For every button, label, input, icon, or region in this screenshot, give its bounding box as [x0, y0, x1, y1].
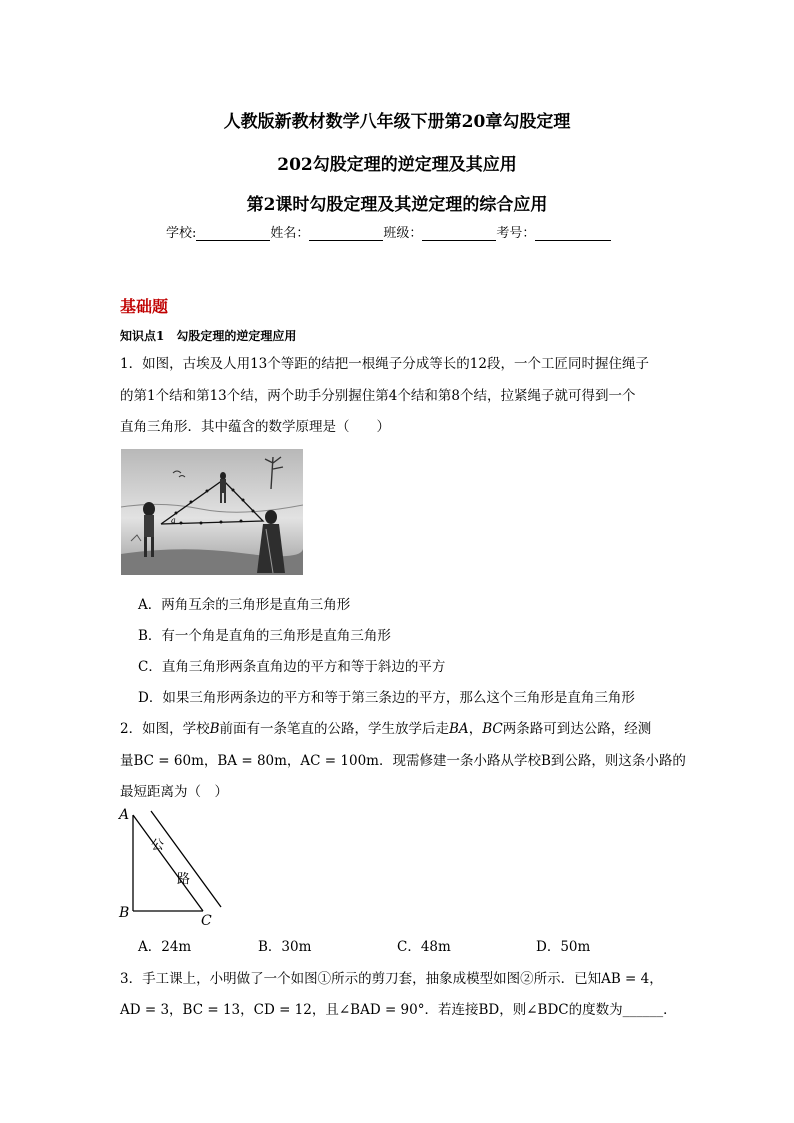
q1-option-d[interactable]: D．如果三角形两条边的平方和等于第三条边的平方，那么这个三角形是直角三角形 [138, 690, 635, 706]
q2-option-b[interactable]: B．30m [258, 939, 312, 955]
title-line-1: 人教版新教材数学八年级下册第20章勾股定理 [223, 112, 571, 132]
q2-line-1-g: 两条路可到达公路，经测 [502, 721, 652, 737]
label-road-2: 路 [177, 872, 191, 887]
q2-option-a[interactable]: A．24m [138, 939, 192, 955]
label-c: C [201, 913, 212, 929]
q1-option-c[interactable]: C．直角三角形两条直角边的平方和等于斜边的平方 [138, 659, 446, 675]
label-a: A [119, 807, 130, 823]
exam-no-blank[interactable] [535, 226, 611, 241]
q3-line-2: AD = 3，BC = 13，CD = 12，且∠BAD = 90°．若连接BD，则∠BDC的度数为______． [120, 1002, 677, 1018]
section-heading: 基础题 [120, 297, 169, 316]
name-label: 姓名： [270, 226, 310, 241]
label-road-1: 公 [151, 838, 165, 853]
road-line [151, 811, 221, 907]
q2-line-2: 量BC = 60m，BA = 80m，AC = 100m．现需修建一条小路从学校B到公路，则这条小路的 [120, 753, 686, 769]
exam-no-label: 考号： [496, 226, 536, 241]
class-blank[interactable] [422, 226, 496, 241]
q2-line-1-a: 2．如图，学校 [120, 721, 210, 737]
q1-option-a[interactable]: A．两角互余的三角形是直角三角形 [138, 597, 351, 613]
label-b: B [119, 905, 130, 921]
q1-option-b[interactable]: B．有一个角是直角的三角形是直角三角形 [138, 628, 391, 644]
q2-line-3: 最短距离为（ ） [120, 784, 228, 800]
q1-line-2: 的第1个结和第13个结，两个助手分别握住第4个结和第8个结，拉紧绳子就可得到一个 [120, 388, 636, 404]
title-line-3: 第2课时勾股定理及其逆定理的综合应用 [246, 195, 548, 215]
q3-line-1: 3．手工课上，小明做了一个如图①所示的剪刀套，抽象成模型如图②所示．已知AB = 4， [120, 971, 663, 987]
q2-triangle-figure [115, 805, 235, 930]
q1-line-3: 直角三角形．其中蕴含的数学原理是（ ） [120, 419, 390, 435]
q2-option-d[interactable]: D．50m [536, 939, 591, 955]
name-blank[interactable] [309, 226, 383, 241]
egyptian-rope-illustration [121, 449, 303, 575]
q2-line-1-e: ， [468, 721, 483, 737]
svg-text:a: a [171, 516, 176, 525]
q2-line-1 [120, 717, 651, 737]
q2-var-b: B [209, 721, 220, 737]
q2-option-c[interactable]: C．48m [397, 939, 451, 955]
knowledge-point-heading: 知识点1 勾股定理的逆定理应用 [120, 329, 297, 343]
q2-var-ba: BA [449, 721, 469, 737]
side-ac [133, 815, 203, 911]
title-line-2: 202勾股定理的逆定理及其应用 [277, 155, 517, 175]
school-label: 学校: [166, 226, 197, 241]
school-blank[interactable] [196, 226, 270, 241]
class-label: 班级： [383, 226, 423, 241]
q2-var-bc: BC [482, 721, 503, 737]
info-line [166, 222, 611, 241]
q1-line-1: 1．如图，古埃及人用13个等距的结把一根绳子分成等长的12段，一个工匠同时握住绳子 [120, 356, 649, 372]
q2-line-1-c: 前面有一条笔直的公路，学生放学后走 [219, 721, 450, 737]
